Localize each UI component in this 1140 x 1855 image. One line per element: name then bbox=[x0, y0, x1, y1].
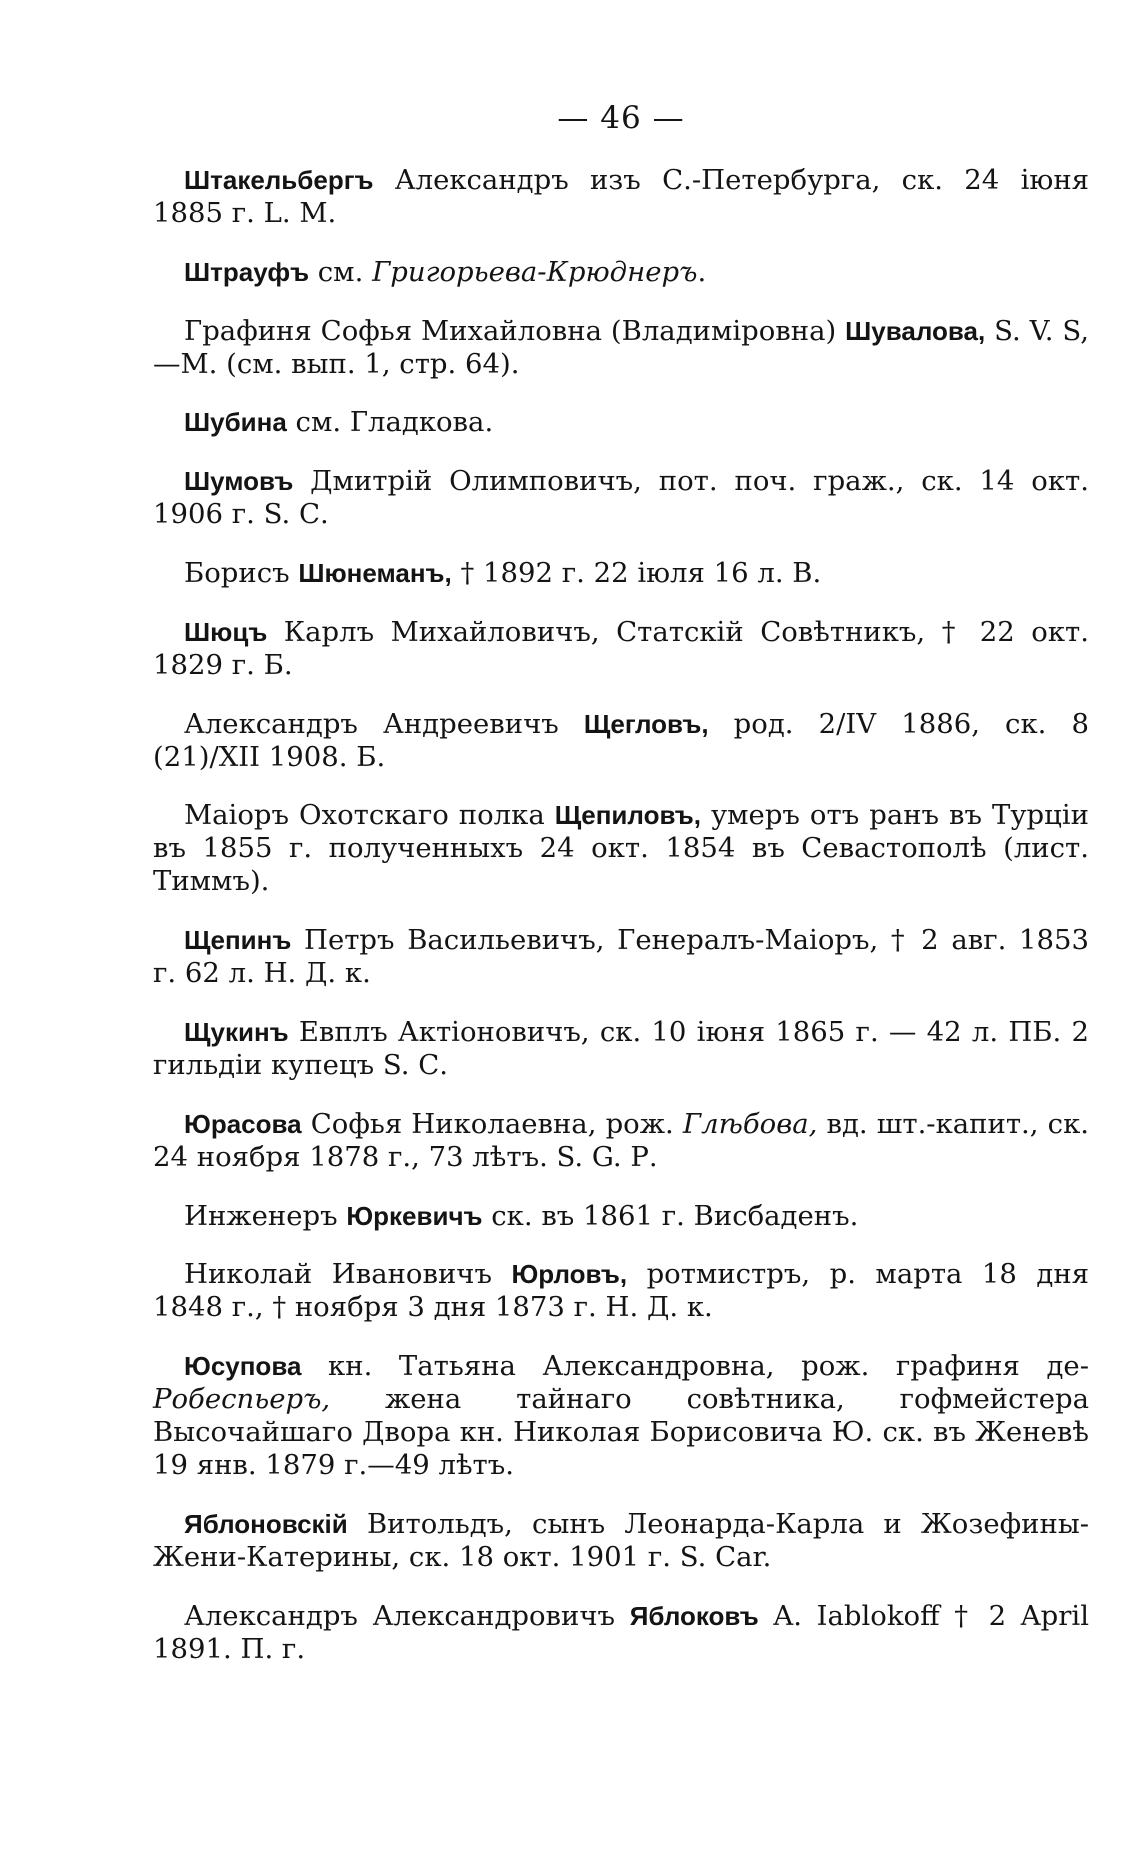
surname: Юркевичъ bbox=[346, 1200, 483, 1231]
entry: Юрасова Софья Николаевна, рож. Глѣбова, вд. шт.-капит., ск. 24 ноября 1878 г., 73 лѣтъ. S. G. Р. bbox=[153, 1107, 1089, 1173]
surname: Шувалова, bbox=[845, 315, 986, 346]
surname: Яблоковъ bbox=[629, 1600, 759, 1631]
entry: Щепинъ Петръ Васильевичъ, Генералъ-Маіоръ, † 2 авг. 1853 г. 62 л. Н. Д. к. bbox=[153, 924, 1089, 990]
entry: Маіоръ Охотскаго полка Щепиловъ, умеръ отъ ранъ въ Турціи въ 1855 г. полученныхъ 24 окт. 1854 въ Севастополѣ (лист. Тиммъ). bbox=[153, 799, 1089, 898]
entry: Щукинъ Евплъ Актіоновичъ, ск. 10 іюня 1865 г. — 42 л. ПБ. 2 гильдіи купецъ S. С. bbox=[153, 1015, 1089, 1081]
entry: Борисъ Шюнеманъ, † 1892 г. 22 іюля 16 л. В. bbox=[184, 556, 822, 589]
entry: Николай Ивановичъ Юрловъ, ротмистръ, р. марта 18 дня 1848 г., † ноября 3 дня 1873 г. Н. Д. к. bbox=[153, 1258, 1089, 1324]
entry: Шумовъ Дмитрій Олимповичъ, пот. поч. граж., ск. 14 окт. 1906 г. S. С. bbox=[153, 465, 1089, 531]
entry: Александръ Александровичъ Яблоковъ A. Iablokoff † 2 April 1891. П. г. bbox=[153, 1599, 1089, 1665]
surname: Юрловъ, bbox=[511, 1259, 628, 1290]
page-number: — 46 — bbox=[557, 100, 685, 136]
surname: Шумовъ bbox=[184, 466, 294, 497]
surname: Юсупова bbox=[184, 1351, 302, 1382]
entry: Юсупова кн. Татьяна Александровна, рож. графиня де-Робеспьеръ, жена тайнаго совѣтника, гофмейстера Высочайшаго Двора кн. Николая Борисовича Ю. ск. въ Женевѣ 19 янв. 1879 г.—49 лѣтъ. bbox=[153, 1350, 1089, 1482]
surname: Штакельбергъ bbox=[184, 165, 374, 195]
surname: Щегловъ, bbox=[583, 708, 709, 739]
entry: Шубина см. Гладкова. bbox=[184, 406, 494, 439]
surname: Щепинъ bbox=[184, 925, 292, 956]
surname: Штрауфъ bbox=[184, 256, 310, 287]
document-page bbox=[153, 100, 1089, 1692]
entry-list bbox=[153, 164, 1089, 1666]
entry: Александръ Андреевичъ Щегловъ, род. 2/IV 1886, ск. 8 (21)/XII 1908. Б. bbox=[153, 707, 1089, 773]
entry: Инженеръ Юркевичъ ск. въ 1861 г. Висбаденъ. bbox=[184, 1199, 859, 1232]
surname: Шубина bbox=[184, 407, 287, 438]
surname: Юрасова bbox=[184, 1108, 302, 1139]
entry: Штрауфъ см. Григорьева-Крюднеръ. bbox=[184, 255, 707, 288]
surname: Щукинъ bbox=[184, 1016, 289, 1047]
entry: Графиня Софья Михайловна (Владиміровна) Шувалова, S. V. S,—М. (см. вып. 1, стр. 64). bbox=[153, 314, 1089, 380]
surname: Шюцъ bbox=[184, 616, 268, 647]
surname: Щепиловъ, bbox=[554, 800, 701, 831]
entry: Шюцъ Карлъ Михайловичъ, Статскій Совѣтникъ, † 22 окт. 1829 г. Б. bbox=[153, 615, 1089, 681]
surname: Яблоновскій bbox=[184, 1508, 348, 1539]
surname: Шюнеманъ, bbox=[298, 557, 452, 588]
entry: Штакельбергъ Александръ изъ С.-Петербурга, ск. 24 іюня 1885 г. L. М. bbox=[153, 164, 1089, 229]
entry: Яблоновскій Витольдъ, сынъ Леонарда-Карла и Жозефины-Жени-Катерины, ск. 18 окт. 1901 г. S. Car. bbox=[153, 1507, 1089, 1573]
